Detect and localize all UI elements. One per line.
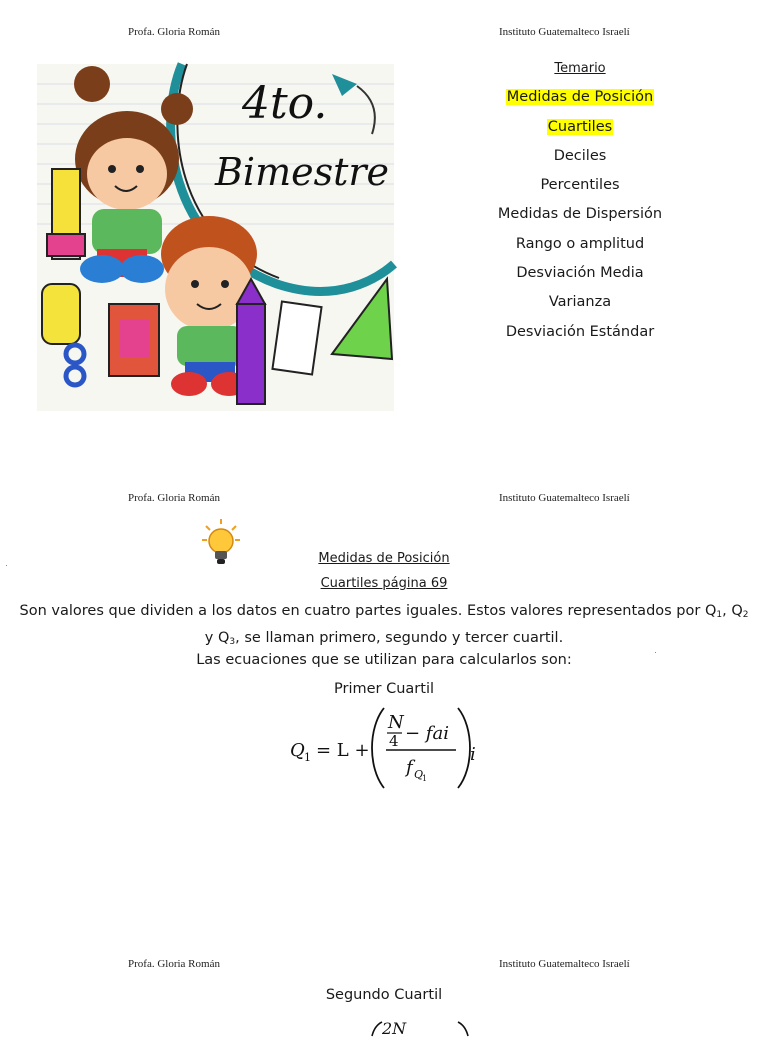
temario-item-label: Desviación Media xyxy=(516,265,644,282)
first-quartile-formula xyxy=(280,702,500,798)
formula-lhs-sub: 1 xyxy=(304,751,311,764)
formula-num-4: 4 xyxy=(389,732,399,750)
temario-item xyxy=(470,259,690,288)
header-author: Profa. Gloria Román xyxy=(128,26,220,38)
temario-item-label: Medidas de Dispersión xyxy=(497,206,663,223)
header-author: Profa. Gloria Román xyxy=(128,492,220,504)
svg-text:2N: 2N xyxy=(382,1019,407,1038)
equations-intro: Las ecuaciones que se utilizan para calcularlos son: xyxy=(196,652,572,668)
header-author: Profa. Gloria Román xyxy=(128,958,220,970)
section-subtitle: Cuartiles página 69 xyxy=(320,576,448,591)
temario-item-label: Cuartiles xyxy=(547,118,613,135)
temario-item xyxy=(470,83,690,112)
temario-item xyxy=(470,113,690,142)
cover-title-line1: 4to. xyxy=(242,78,328,129)
temario-item xyxy=(470,142,690,171)
formula-den-f: f xyxy=(406,757,413,778)
temario-item-label: Desviación Estándar xyxy=(505,323,655,340)
formula-num-minus: − fai xyxy=(405,723,449,744)
temario-item xyxy=(470,318,690,347)
cover-illustration xyxy=(37,64,394,411)
temario-title: Temario xyxy=(554,61,606,76)
temario-item xyxy=(470,288,690,317)
temario-item xyxy=(470,171,690,200)
second-quartile-label: Segundo Cuartil xyxy=(325,987,443,1003)
temario-item-label: Rango o amplitud xyxy=(515,235,645,252)
first-quartile-label: Primer Cuartil xyxy=(334,681,434,697)
header-institution: Instituto Guatemalteco Israelí xyxy=(499,26,630,38)
formula-eq: = L + xyxy=(316,740,370,761)
formula-num-n: N xyxy=(388,712,404,733)
temario-item-label: Varianza xyxy=(548,294,612,311)
formula-den-subsub: 1 xyxy=(422,774,428,783)
header-institution: Instituto Guatemalteco Israelí xyxy=(499,958,630,970)
temario-list xyxy=(470,54,690,347)
formula-den-sub: Q xyxy=(414,768,424,781)
cover-title-line2: Bimestre xyxy=(215,150,390,194)
second-quartile-formula-partial xyxy=(362,1012,472,1038)
temario-item-label: Medidas de Posición xyxy=(506,89,654,106)
quartile-definition: Son valores que dividen a los datos en cuatro partes iguales. Estos valores representados por $Q_1$, $Q_2$ y $Q_3$, se llaman primero, segundo y tercer cuartil. xyxy=(19,603,749,647)
header-institution: Instituto Guatemalteco Israelí xyxy=(499,492,630,504)
section-title: Medidas de Posición xyxy=(318,551,450,566)
formula-lhs: Q xyxy=(290,740,305,761)
formula-tail: i xyxy=(470,744,476,765)
temario-item-label: Percentiles xyxy=(540,177,620,194)
temario-item-label: Deciles xyxy=(553,147,607,164)
temario-item xyxy=(470,230,690,259)
temario-item xyxy=(470,200,690,229)
